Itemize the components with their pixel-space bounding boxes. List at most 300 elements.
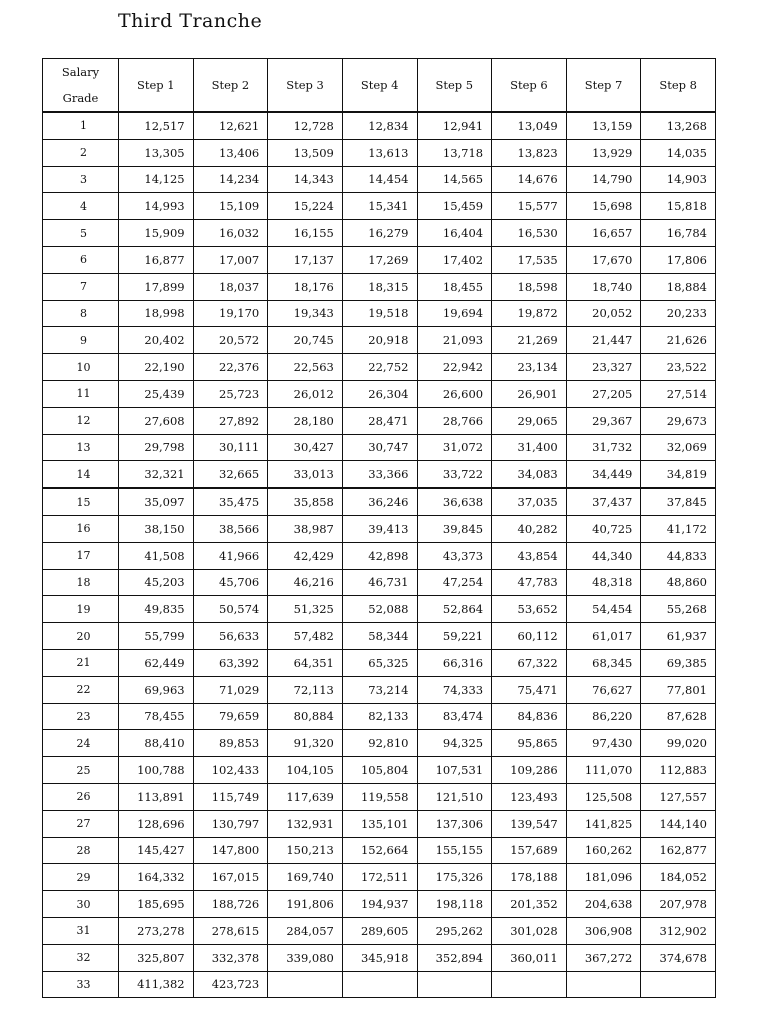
grade-cell: 23 bbox=[43, 703, 119, 730]
grade-cell: 24 bbox=[43, 730, 119, 757]
salary-cell: 66,316 bbox=[417, 649, 492, 676]
salary-cell: 91,320 bbox=[268, 730, 343, 757]
salary-cell: 127,557 bbox=[641, 783, 716, 810]
salary-cell: 17,535 bbox=[492, 246, 567, 273]
salary-cell: 289,605 bbox=[342, 917, 417, 944]
salary-cell: 15,341 bbox=[342, 193, 417, 220]
salary-cell: 15,109 bbox=[193, 193, 268, 220]
salary-cell: 175,326 bbox=[417, 864, 492, 891]
salary-cell: 40,282 bbox=[492, 515, 567, 542]
table-row bbox=[43, 730, 716, 757]
salary-cell: 12,621 bbox=[193, 112, 268, 139]
salary-cell: 278,615 bbox=[193, 917, 268, 944]
salary-cell: 54,454 bbox=[566, 596, 641, 623]
salary-cell: 88,410 bbox=[119, 730, 194, 757]
table-row bbox=[43, 246, 716, 273]
salary-cell: 201,352 bbox=[492, 891, 567, 918]
salary-cell: 13,305 bbox=[119, 139, 194, 166]
table-row bbox=[43, 864, 716, 891]
salary-cell: 137,306 bbox=[417, 810, 492, 837]
salary-cell: 63,392 bbox=[193, 649, 268, 676]
salary-cell: 184,052 bbox=[641, 864, 716, 891]
salary-cell: 18,455 bbox=[417, 273, 492, 300]
salary-cell: 47,783 bbox=[492, 569, 567, 596]
salary-cell: 360,011 bbox=[492, 944, 567, 971]
grade-cell: 13 bbox=[43, 434, 119, 461]
salary-cell: 16,032 bbox=[193, 220, 268, 247]
salary-cell: 14,903 bbox=[641, 166, 716, 193]
salary-cell: 13,718 bbox=[417, 139, 492, 166]
salary-cell: 23,134 bbox=[492, 354, 567, 381]
table-row bbox=[43, 461, 716, 488]
salary-cell: 46,731 bbox=[342, 569, 417, 596]
salary-cell: 352,894 bbox=[417, 944, 492, 971]
salary-cell: 13,159 bbox=[566, 112, 641, 139]
salary-cell: 41,508 bbox=[119, 542, 194, 569]
salary-cell: 141,825 bbox=[566, 810, 641, 837]
table-row bbox=[43, 917, 716, 944]
salary-cell: 15,459 bbox=[417, 193, 492, 220]
salary-cell: 204,638 bbox=[566, 891, 641, 918]
salary-cell: 68,345 bbox=[566, 649, 641, 676]
table-row bbox=[43, 407, 716, 434]
salary-cell: 312,902 bbox=[641, 917, 716, 944]
salary-cell: 162,877 bbox=[641, 837, 716, 864]
salary-cell: 22,190 bbox=[119, 354, 194, 381]
table-row bbox=[43, 569, 716, 596]
salary-cell: 45,203 bbox=[119, 569, 194, 596]
grade-cell: 31 bbox=[43, 917, 119, 944]
table-row bbox=[43, 596, 716, 623]
salary-cell: 152,664 bbox=[342, 837, 417, 864]
salary-cell: 12,517 bbox=[119, 112, 194, 139]
grade-cell: 26 bbox=[43, 783, 119, 810]
salary-cell: 35,858 bbox=[268, 488, 343, 515]
salary-cell: 178,188 bbox=[492, 864, 567, 891]
table-row bbox=[43, 166, 716, 193]
salary-cell: 35,097 bbox=[119, 488, 194, 515]
table-row bbox=[43, 891, 716, 918]
salary-cell: 36,246 bbox=[342, 488, 417, 515]
salary-cell: 16,155 bbox=[268, 220, 343, 247]
step-header-4: Step 4 bbox=[342, 59, 417, 113]
grade-cell: 15 bbox=[43, 488, 119, 515]
salary-cell: 115,749 bbox=[193, 783, 268, 810]
salary-cell: 13,406 bbox=[193, 139, 268, 166]
salary-cell bbox=[492, 971, 567, 998]
grade-cell: 25 bbox=[43, 757, 119, 784]
grade-cell: 30 bbox=[43, 891, 119, 918]
salary-cell: 20,745 bbox=[268, 327, 343, 354]
table-row bbox=[43, 354, 716, 381]
salary-cell: 17,269 bbox=[342, 246, 417, 273]
salary-cell: 61,017 bbox=[566, 623, 641, 650]
table-row bbox=[43, 193, 716, 220]
salary-table bbox=[42, 58, 716, 998]
salary-cell: 50,574 bbox=[193, 596, 268, 623]
salary-cell: 56,633 bbox=[193, 623, 268, 650]
salary-cell: 14,790 bbox=[566, 166, 641, 193]
salary-cell: 30,111 bbox=[193, 434, 268, 461]
salary-cell: 26,012 bbox=[268, 380, 343, 407]
salary-cell: 325,807 bbox=[119, 944, 194, 971]
salary-cell: 28,766 bbox=[417, 407, 492, 434]
salary-cell: 80,884 bbox=[268, 703, 343, 730]
salary-cell: 15,909 bbox=[119, 220, 194, 247]
salary-cell: 19,343 bbox=[268, 300, 343, 327]
salary-cell: 86,220 bbox=[566, 703, 641, 730]
salary-cell: 332,378 bbox=[193, 944, 268, 971]
salary-cell: 207,978 bbox=[641, 891, 716, 918]
grade-cell: 8 bbox=[43, 300, 119, 327]
salary-cell: 194,937 bbox=[342, 891, 417, 918]
salary-cell: 18,998 bbox=[119, 300, 194, 327]
salary-cell: 60,112 bbox=[492, 623, 567, 650]
salary-cell: 18,884 bbox=[641, 273, 716, 300]
table-header-row bbox=[43, 59, 716, 113]
salary-cell: 17,007 bbox=[193, 246, 268, 273]
salary-cell: 191,806 bbox=[268, 891, 343, 918]
salary-cell: 59,221 bbox=[417, 623, 492, 650]
salary-cell: 26,304 bbox=[342, 380, 417, 407]
salary-cell: 14,565 bbox=[417, 166, 492, 193]
table-row bbox=[43, 273, 716, 300]
salary-cell: 132,931 bbox=[268, 810, 343, 837]
salary-cell: 169,740 bbox=[268, 864, 343, 891]
salary-cell: 19,694 bbox=[417, 300, 492, 327]
salary-cell: 33,366 bbox=[342, 461, 417, 488]
salary-cell: 78,455 bbox=[119, 703, 194, 730]
salary-cell: 17,806 bbox=[641, 246, 716, 273]
salary-cell: 150,213 bbox=[268, 837, 343, 864]
salary-grade-header bbox=[43, 59, 119, 113]
grade-cell: 2 bbox=[43, 139, 119, 166]
salary-cell: 74,333 bbox=[417, 676, 492, 703]
table-row bbox=[43, 542, 716, 569]
salary-cell: 95,865 bbox=[492, 730, 567, 757]
salary-cell: 117,639 bbox=[268, 783, 343, 810]
salary-cell: 172,511 bbox=[342, 864, 417, 891]
salary-cell: 41,966 bbox=[193, 542, 268, 569]
salary-cell: 52,864 bbox=[417, 596, 492, 623]
salary-cell: 29,798 bbox=[119, 434, 194, 461]
salary-cell: 40,725 bbox=[566, 515, 641, 542]
salary-cell: 15,577 bbox=[492, 193, 567, 220]
salary-cell: 26,901 bbox=[492, 380, 567, 407]
salary-cell: 25,723 bbox=[193, 380, 268, 407]
salary-cell: 14,125 bbox=[119, 166, 194, 193]
salary-cell: 29,065 bbox=[492, 407, 567, 434]
salary-cell: 29,673 bbox=[641, 407, 716, 434]
salary-cell: 345,918 bbox=[342, 944, 417, 971]
salary-cell: 77,801 bbox=[641, 676, 716, 703]
salary-cell: 37,437 bbox=[566, 488, 641, 515]
grade-cell: 4 bbox=[43, 193, 119, 220]
salary-cell: 28,471 bbox=[342, 407, 417, 434]
salary-cell: 411,382 bbox=[119, 971, 194, 998]
salary-cell: 55,799 bbox=[119, 623, 194, 650]
salary-cell: 16,530 bbox=[492, 220, 567, 247]
salary-cell: 18,598 bbox=[492, 273, 567, 300]
salary-cell: 58,344 bbox=[342, 623, 417, 650]
salary-cell: 21,447 bbox=[566, 327, 641, 354]
grade-cell: 12 bbox=[43, 407, 119, 434]
salary-cell: 44,833 bbox=[641, 542, 716, 569]
salary-cell: 79,659 bbox=[193, 703, 268, 730]
grade-cell: 33 bbox=[43, 971, 119, 998]
salary-cell: 99,020 bbox=[641, 730, 716, 757]
salary-cell: 16,404 bbox=[417, 220, 492, 247]
salary-cell: 367,272 bbox=[566, 944, 641, 971]
table-row bbox=[43, 623, 716, 650]
salary-cell bbox=[268, 971, 343, 998]
salary-cell: 27,608 bbox=[119, 407, 194, 434]
grade-cell: 6 bbox=[43, 246, 119, 273]
salary-cell: 17,670 bbox=[566, 246, 641, 273]
salary-cell: 71,029 bbox=[193, 676, 268, 703]
salary-cell: 17,137 bbox=[268, 246, 343, 273]
salary-cell: 20,918 bbox=[342, 327, 417, 354]
salary-cell: 31,732 bbox=[566, 434, 641, 461]
salary-cell: 41,172 bbox=[641, 515, 716, 542]
salary-cell: 55,268 bbox=[641, 596, 716, 623]
table-row bbox=[43, 300, 716, 327]
salary-cell: 64,351 bbox=[268, 649, 343, 676]
salary-cell: 62,449 bbox=[119, 649, 194, 676]
salary-cell: 45,706 bbox=[193, 569, 268, 596]
salary-cell: 155,155 bbox=[417, 837, 492, 864]
salary-cell: 12,941 bbox=[417, 112, 492, 139]
salary-cell: 32,069 bbox=[641, 434, 716, 461]
grade-cell: 11 bbox=[43, 380, 119, 407]
salary-cell: 23,522 bbox=[641, 354, 716, 381]
table-row bbox=[43, 757, 716, 784]
grade-cell: 32 bbox=[43, 944, 119, 971]
salary-cell: 30,427 bbox=[268, 434, 343, 461]
salary-cell: 147,800 bbox=[193, 837, 268, 864]
salary-cell: 20,572 bbox=[193, 327, 268, 354]
salary-cell: 18,176 bbox=[268, 273, 343, 300]
grade-cell: 22 bbox=[43, 676, 119, 703]
salary-cell: 89,853 bbox=[193, 730, 268, 757]
salary-cell: 16,279 bbox=[342, 220, 417, 247]
salary-cell: 28,180 bbox=[268, 407, 343, 434]
salary-cell: 22,942 bbox=[417, 354, 492, 381]
salary-cell: 107,531 bbox=[417, 757, 492, 784]
table-row bbox=[43, 327, 716, 354]
step-header-7: Step 7 bbox=[566, 59, 641, 113]
grade-cell: 16 bbox=[43, 515, 119, 542]
table-body bbox=[43, 112, 716, 998]
salary-cell: 42,898 bbox=[342, 542, 417, 569]
salary-cell: 39,413 bbox=[342, 515, 417, 542]
grade-cell: 14 bbox=[43, 461, 119, 488]
salary-cell: 76,627 bbox=[566, 676, 641, 703]
salary-cell: 21,269 bbox=[492, 327, 567, 354]
table-row bbox=[43, 783, 716, 810]
table-row bbox=[43, 380, 716, 407]
salary-cell: 14,454 bbox=[342, 166, 417, 193]
salary-cell: 164,332 bbox=[119, 864, 194, 891]
grade-cell: 28 bbox=[43, 837, 119, 864]
salary-cell: 19,170 bbox=[193, 300, 268, 327]
salary-cell: 51,325 bbox=[268, 596, 343, 623]
step-header-3: Step 3 bbox=[268, 59, 343, 113]
salary-cell: 39,845 bbox=[417, 515, 492, 542]
grade-cell: 1 bbox=[43, 112, 119, 139]
salary-cell: 13,823 bbox=[492, 139, 567, 166]
salary-cell: 37,035 bbox=[492, 488, 567, 515]
salary-cell: 13,268 bbox=[641, 112, 716, 139]
salary-cell: 374,678 bbox=[641, 944, 716, 971]
salary-cell: 35,475 bbox=[193, 488, 268, 515]
salary-cell: 13,509 bbox=[268, 139, 343, 166]
salary-cell: 160,262 bbox=[566, 837, 641, 864]
salary-cell: 32,665 bbox=[193, 461, 268, 488]
salary-cell: 17,402 bbox=[417, 246, 492, 273]
salary-cell: 53,652 bbox=[492, 596, 567, 623]
salary-cell: 112,883 bbox=[641, 757, 716, 784]
salary-cell: 306,908 bbox=[566, 917, 641, 944]
salary-cell: 16,657 bbox=[566, 220, 641, 247]
grade-cell: 3 bbox=[43, 166, 119, 193]
grade-header-line-1: Salary bbox=[61, 65, 100, 79]
salary-cell: 105,804 bbox=[342, 757, 417, 784]
salary-cell bbox=[417, 971, 492, 998]
grade-cell: 7 bbox=[43, 273, 119, 300]
salary-cell: 22,752 bbox=[342, 354, 417, 381]
salary-cell: 198,118 bbox=[417, 891, 492, 918]
salary-cell: 42,429 bbox=[268, 542, 343, 569]
salary-cell: 97,430 bbox=[566, 730, 641, 757]
salary-cell: 12,834 bbox=[342, 112, 417, 139]
salary-cell: 14,343 bbox=[268, 166, 343, 193]
salary-cell: 16,784 bbox=[641, 220, 716, 247]
salary-cell: 43,373 bbox=[417, 542, 492, 569]
salary-cell: 119,558 bbox=[342, 783, 417, 810]
grade-cell: 21 bbox=[43, 649, 119, 676]
grade-cell: 5 bbox=[43, 220, 119, 247]
salary-cell: 83,474 bbox=[417, 703, 492, 730]
table-row bbox=[43, 837, 716, 864]
salary-cell: 65,325 bbox=[342, 649, 417, 676]
salary-cell: 36,638 bbox=[417, 488, 492, 515]
table-row bbox=[43, 944, 716, 971]
salary-cell: 69,963 bbox=[119, 676, 194, 703]
salary-cell: 37,845 bbox=[641, 488, 716, 515]
grade-cell: 17 bbox=[43, 542, 119, 569]
table-row bbox=[43, 112, 716, 139]
salary-cell: 14,676 bbox=[492, 166, 567, 193]
table-row bbox=[43, 649, 716, 676]
salary-cell: 43,854 bbox=[492, 542, 567, 569]
salary-cell: 23,327 bbox=[566, 354, 641, 381]
salary-cell: 38,150 bbox=[119, 515, 194, 542]
salary-cell: 135,101 bbox=[342, 810, 417, 837]
salary-cell: 52,088 bbox=[342, 596, 417, 623]
step-header-2: Step 2 bbox=[193, 59, 268, 113]
salary-cell: 73,214 bbox=[342, 676, 417, 703]
table-row bbox=[43, 220, 716, 247]
salary-cell: 29,367 bbox=[566, 407, 641, 434]
table-row bbox=[43, 515, 716, 542]
salary-cell: 33,013 bbox=[268, 461, 343, 488]
salary-cell: 102,433 bbox=[193, 757, 268, 784]
salary-cell: 20,052 bbox=[566, 300, 641, 327]
salary-cell: 30,747 bbox=[342, 434, 417, 461]
salary-cell: 57,482 bbox=[268, 623, 343, 650]
table-row bbox=[43, 434, 716, 461]
salary-cell: 33,722 bbox=[417, 461, 492, 488]
salary-cell: 34,083 bbox=[492, 461, 567, 488]
salary-cell: 61,937 bbox=[641, 623, 716, 650]
salary-cell: 123,493 bbox=[492, 783, 567, 810]
salary-cell: 22,376 bbox=[193, 354, 268, 381]
salary-cell: 15,698 bbox=[566, 193, 641, 220]
salary-cell bbox=[566, 971, 641, 998]
salary-cell: 339,080 bbox=[268, 944, 343, 971]
salary-cell: 69,385 bbox=[641, 649, 716, 676]
table-row bbox=[43, 676, 716, 703]
salary-cell: 46,216 bbox=[268, 569, 343, 596]
salary-cell: 26,600 bbox=[417, 380, 492, 407]
table-row bbox=[43, 971, 716, 998]
step-header-8: Step 8 bbox=[641, 59, 716, 113]
grade-cell: 18 bbox=[43, 569, 119, 596]
table-row bbox=[43, 488, 716, 515]
salary-cell: 34,449 bbox=[566, 461, 641, 488]
grade-header-line-2: Grade bbox=[62, 91, 99, 105]
salary-cell: 21,093 bbox=[417, 327, 492, 354]
salary-cell: 47,254 bbox=[417, 569, 492, 596]
grade-cell: 9 bbox=[43, 327, 119, 354]
salary-cell bbox=[641, 971, 716, 998]
salary-cell: 295,262 bbox=[417, 917, 492, 944]
salary-cell: 157,689 bbox=[492, 837, 567, 864]
salary-cell: 25,439 bbox=[119, 380, 194, 407]
grade-cell: 27 bbox=[43, 810, 119, 837]
salary-cell: 22,563 bbox=[268, 354, 343, 381]
step-header-6: Step 6 bbox=[492, 59, 567, 113]
salary-cell: 121,510 bbox=[417, 783, 492, 810]
salary-cell: 14,993 bbox=[119, 193, 194, 220]
salary-cell: 72,113 bbox=[268, 676, 343, 703]
salary-cell: 423,723 bbox=[193, 971, 268, 998]
salary-cell: 38,987 bbox=[268, 515, 343, 542]
salary-cell: 12,728 bbox=[268, 112, 343, 139]
table-row bbox=[43, 139, 716, 166]
salary-cell: 13,049 bbox=[492, 112, 567, 139]
salary-cell: 284,057 bbox=[268, 917, 343, 944]
salary-cell: 13,929 bbox=[566, 139, 641, 166]
salary-cell: 17,899 bbox=[119, 273, 194, 300]
step-header-5: Step 5 bbox=[417, 59, 492, 113]
salary-cell: 130,797 bbox=[193, 810, 268, 837]
page-title: Third Tranche bbox=[118, 10, 263, 32]
salary-cell: 14,035 bbox=[641, 139, 716, 166]
salary-cell: 301,028 bbox=[492, 917, 567, 944]
salary-cell: 19,518 bbox=[342, 300, 417, 327]
salary-cell: 18,740 bbox=[566, 273, 641, 300]
salary-cell: 38,566 bbox=[193, 515, 268, 542]
salary-cell: 125,508 bbox=[566, 783, 641, 810]
grade-cell: 10 bbox=[43, 354, 119, 381]
salary-cell: 27,514 bbox=[641, 380, 716, 407]
salary-cell: 48,318 bbox=[566, 569, 641, 596]
salary-cell: 15,818 bbox=[641, 193, 716, 220]
step-header-1: Step 1 bbox=[119, 59, 194, 113]
salary-cell: 19,872 bbox=[492, 300, 567, 327]
